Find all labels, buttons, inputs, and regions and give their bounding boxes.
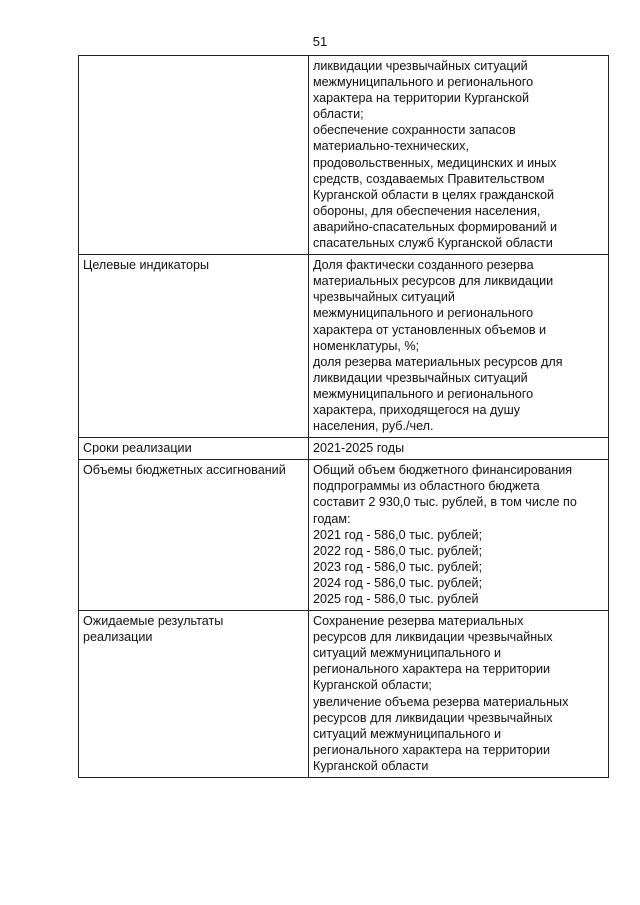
row-content-cell	[309, 438, 609, 460]
table-body	[79, 56, 609, 778]
table-row	[79, 611, 609, 778]
row-content-line: доля резерва материальных ресурсов для	[313, 354, 563, 369]
row-content-line: межмуниципального и регионального	[313, 306, 534, 321]
table-row	[79, 255, 609, 438]
row-content-line: населения, руб./чел.	[313, 419, 434, 434]
row-label-cell	[79, 438, 309, 460]
row-content-line: межмуниципального и регионального	[313, 75, 534, 90]
row-content-cell	[309, 255, 609, 438]
row-content-line: ресурсов для ликвидации чрезвычайных	[313, 630, 553, 645]
row-label-line: Ожидаемые результаты	[83, 614, 224, 629]
row-content-line: 2021-2025 годы	[313, 441, 405, 456]
row-content-line: регионального характера на территории	[313, 662, 551, 677]
table-row	[79, 56, 609, 255]
row-content-line: материально-технических,	[313, 139, 469, 154]
passport-table	[78, 55, 609, 778]
row-content-cell	[309, 611, 609, 778]
row-label-line: Объемы бюджетных ассигнований	[83, 463, 286, 478]
row-content-line: обороны, для обеспечения населения,	[313, 203, 541, 218]
row-content-line: области;	[313, 107, 364, 122]
row-label-cell	[79, 255, 309, 438]
row-content-line: составит 2 930,0 тыс. рублей, в том числе по	[313, 495, 577, 510]
row-content-line: спасательных служб Курганской области	[313, 236, 553, 251]
table-row	[79, 438, 609, 460]
row-content-line: 2025 год - 586,0 тыс. рублей	[313, 592, 479, 606]
row-content-line: Курганской области;	[313, 678, 432, 693]
row-content-line: 2022 год - 586,0 тыс. рублей;	[313, 543, 483, 558]
table-row	[79, 460, 609, 611]
row-content-cell	[309, 460, 609, 611]
row-content-line: обеспечение сохранности запасов	[313, 123, 516, 138]
row-content-line: 2023 год - 586,0 тыс. рублей;	[313, 559, 483, 574]
row-label-cell	[79, 460, 309, 611]
row-content-line: чрезвычайных ситуаций	[313, 290, 455, 305]
row-content-cell	[309, 56, 609, 255]
row-content-line: регионального характера на территории	[313, 742, 551, 757]
row-content-line: Курганской области	[313, 758, 429, 773]
row-label-line: Целевые индикаторы	[83, 258, 210, 273]
row-content-line: продовольственных, медицинских и иных	[313, 155, 557, 170]
row-content-line: характера на территории Курганской	[313, 91, 530, 106]
row-content-line: Доля фактически созданного резерва	[313, 258, 534, 273]
row-label-cell	[79, 611, 309, 778]
row-content-line: Сохранение резерва материальных	[313, 614, 524, 629]
row-content-line: 2021 год - 586,0 тыс. рублей;	[313, 527, 483, 542]
row-content-line: ликвидации чрезвычайных ситуаций	[313, 370, 528, 385]
row-label-line: Сроки реализации	[83, 441, 192, 456]
row-content-line: аварийно-спасательных формирований и	[313, 219, 558, 234]
row-content-line: характера от установленных объемов и	[313, 322, 547, 337]
row-content-line: материальных ресурсов для ликвидации	[313, 274, 554, 289]
row-content-line: Курганской области в целях гражданской	[313, 187, 554, 202]
row-content-line: годам:	[313, 511, 351, 526]
row-content-line: увеличение объема резерва материальных	[313, 694, 569, 709]
row-label-line: реализации	[83, 630, 153, 645]
row-content-line: ликвидации чрезвычайных ситуаций	[313, 59, 528, 73]
row-label-cell	[79, 56, 309, 255]
row-content-line: ситуаций межмуниципального и	[313, 646, 502, 661]
row-content-line: Общий объем бюджетного финансирования	[313, 463, 573, 478]
row-content-line: ситуаций межмуниципального и	[313, 726, 502, 741]
row-content-line: межмуниципального и регионального	[313, 386, 534, 401]
row-content-line: характера, приходящегося на душу	[313, 402, 521, 417]
page-number: 51	[312, 34, 328, 49]
row-content-line: 2024 год - 586,0 тыс. рублей;	[313, 575, 483, 590]
row-content-line: подпрограммы из областного бюджета	[313, 479, 540, 494]
row-content-line: ресурсов для ликвидации чрезвычайных	[313, 710, 553, 725]
row-content-line: номенклатуры, %;	[313, 338, 420, 353]
row-content-line: средств, создаваемых Правительством	[313, 171, 545, 186]
